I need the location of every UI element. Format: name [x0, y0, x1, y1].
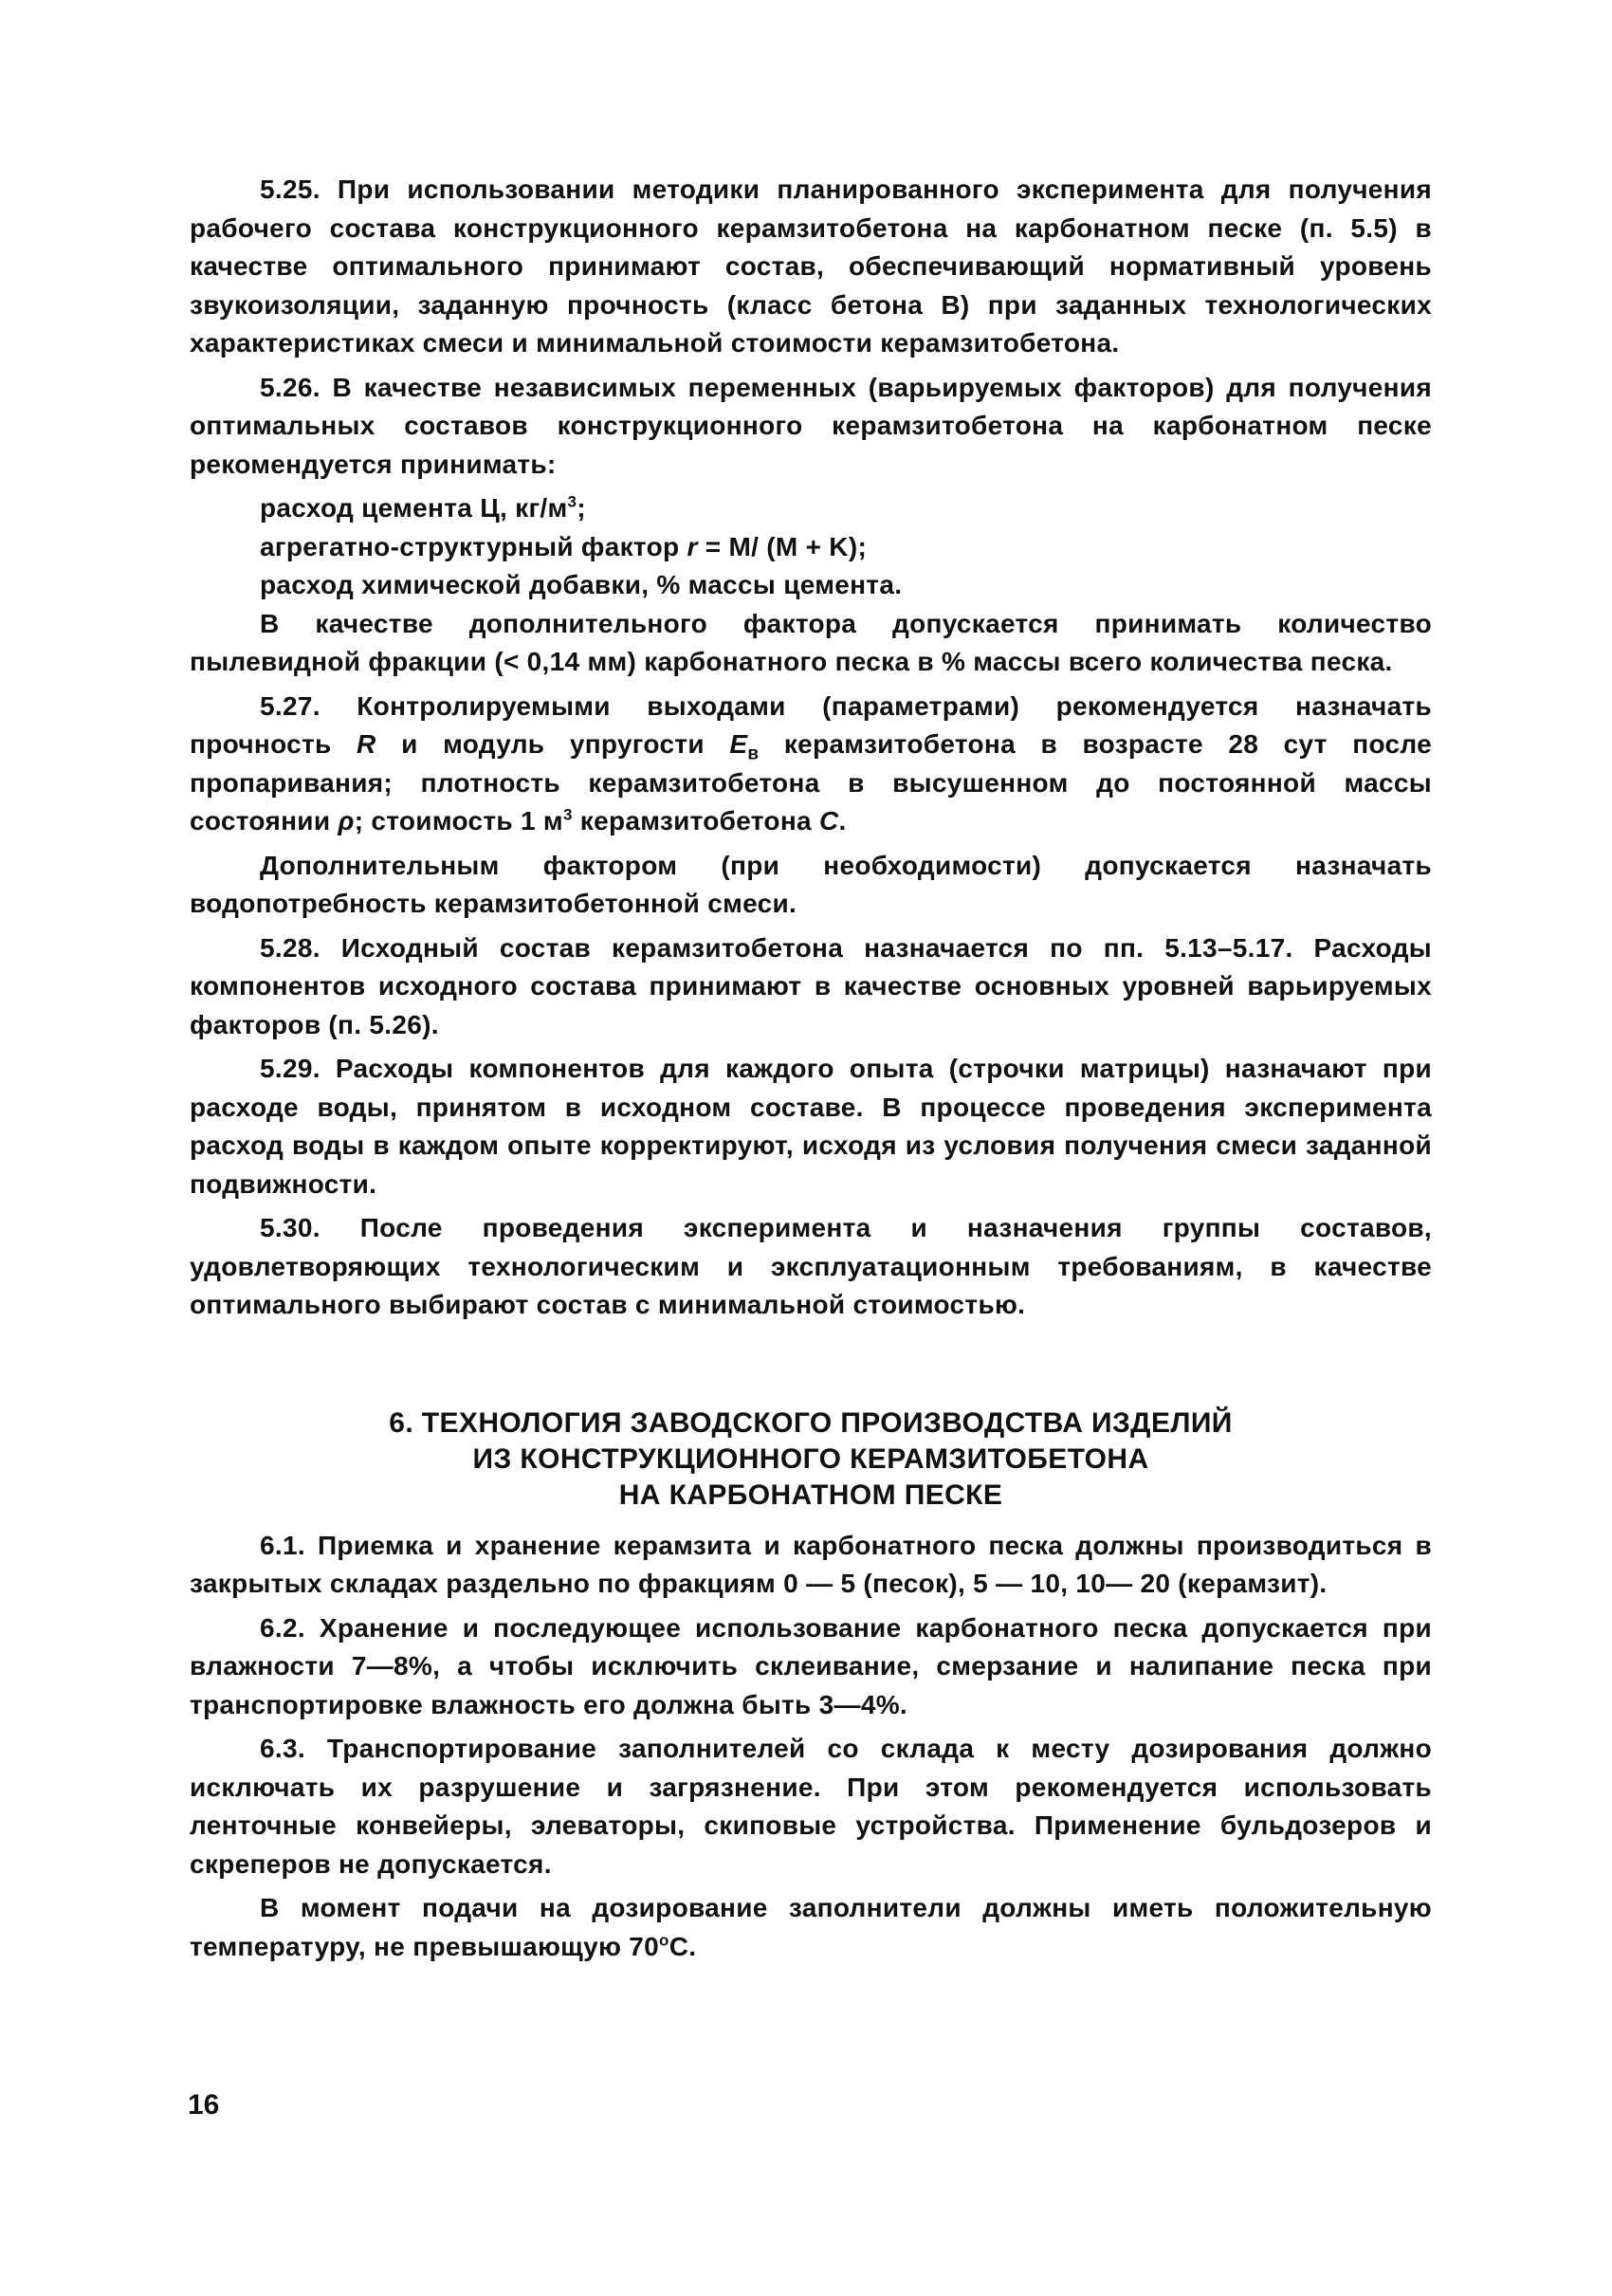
clause-number: 6.3. [260, 1734, 305, 1763]
clause-number: 5.28. [260, 932, 321, 963]
list-item-cement: расход цемента Ц, $кг/м^3$; [260, 492, 586, 523]
clause-number: 6.1. [260, 1530, 305, 1560]
paragraph-5-28 [190, 929, 1432, 1045]
clause-number: 5.25. [260, 174, 321, 204]
paragraph-text: После проведения эксперимента и назначения группы составов, удовлетворяющих технологическим и эксплуатационным требованиям, в качестве оптимального выбирают состав с минимальной стоимостью. [190, 1213, 1432, 1319]
clause-number: 6.2. [260, 1612, 305, 1643]
heading-line-3: НА КАРБОНАТНОМ ПЕСКЕ [618, 1479, 1003, 1511]
paragraph-text: Расходы компонентов для каждого опыта (строчки матрицы) назначают при расходе воды, принятом в исходном составе. В процессе проведения эксперимента расход воды в каждом опыте корректируют, исходя из условия получения смеси заданной подвижности. [190, 1054, 1432, 1199]
paragraph-5-29 [190, 1050, 1432, 1203]
paragraph-5-27-extra: Дополнительным фактором (при необходимости) допускается назначать водопотребность керамзитобетонной смеси. [190, 850, 1432, 918]
paragraph-5-25 [190, 171, 1432, 363]
paragraph-text: Хранение и последующее использование карбонатного песка допускается при влажности 7—8%, а чтобы исключить склеивание, смерзание и налипание песка при транспортировке влажность его должна быть 3—4%. [190, 1612, 1432, 1719]
paragraph-6-3-extra: В момент подачи на дозирование заполнители должны иметь положительную температуру, не превышающую $70^оС$. [190, 1893, 1432, 1961]
document-page [190, 171, 1432, 1972]
list-item-aggregate-factor: агрегатно-структурный фактор r = M/ (M + K); [260, 531, 868, 561]
paragraph-text: Исходный состав керамзитобетона назначается по пп. 5.13–5.17. Расходы компонентов исходного состава принимают в качестве основных уровней варьируемых факторов (п. 5.26). [190, 932, 1432, 1039]
paragraph-5-27: 5.27. Контролируемыми выходами (параметрами) рекомендуется назначать прочность R и модуль упругости $E_в$ керамзитобетона в возрасте 28 сут после пропаривания; плотность керамзитобетона в высушенном до постоянной массы состоянии ρ; стоимость 1 $м^3$ керамзитобетона C. [190, 690, 1433, 836]
paragraph-5-26 [190, 369, 1432, 485]
clause-number: 5.30. [260, 1213, 321, 1242]
paragraph-text: В качестве независимых переменных (варьируемых факторов) для получения оптимальных составов конструкционного керамзитобетона на карбонатном песке рекомендуется принимать: [190, 372, 1432, 479]
section-6-heading [190, 1405, 1432, 1514]
heading-line-1: 6. ТЕХНОЛОГИЯ ЗАВОДСКОГО ПРОИЗВОДСТВА ИЗДЕЛИЙ [389, 1406, 1233, 1439]
heading-line-2: ИЗ КОНСТРУКЦИОННОГО КЕРАМЗИТОБЕТОНА [472, 1442, 1149, 1475]
paragraph-5-26-extra: В качестве дополнительного фактора допускается принимать количество пылевидной фракции (< 0,14 мм) карбонатного песка в % массы всего количества песка. [190, 608, 1432, 676]
paragraph-6-2 [190, 1609, 1432, 1725]
clause-number: 5.29. [260, 1054, 321, 1083]
paragraph-6-1 [190, 1527, 1432, 1604]
paragraph-6-3 [190, 1730, 1432, 1883]
paragraph-text: Приемка и хранение керамзита и карбонатного песка должны производиться в закрытых складах раздельно по фракциям 0 — 5 (песок), 5 — 10, 10— 20 (керамзит). [190, 1530, 1432, 1598]
paragraph-5-30 [190, 1209, 1432, 1325]
paragraph-text: Транспортирование заполнителей со склада к месту дозирования должно исключать их разрушение и загрязнение. При этом рекомендуется использовать ленточные конвейеры, элеваторы, скиповые устройства. Применение бульдозеров и скреперов не допускается. [190, 1734, 1432, 1879]
list-item-additive: расход химической добавки, % массы цемента. [260, 570, 903, 599]
clause-number: 5.27. [260, 690, 321, 721]
page-number: 16 [188, 2089, 220, 2121]
clause-number: 5.26. [260, 372, 321, 402]
paragraph-text: При использовании методики планированного эксперимента для получения рабочего состава конструкционного керамзитобетона на карбонатном песке (п. 5.5) в качестве оптимального принимают состав, обеспечивающий нормативный уровень звукоизоляции, заданную прочность (класс бетона В) при заданных технологических характеристиках смеси и минимальной стоимости керамзитобетона. [190, 174, 1432, 358]
